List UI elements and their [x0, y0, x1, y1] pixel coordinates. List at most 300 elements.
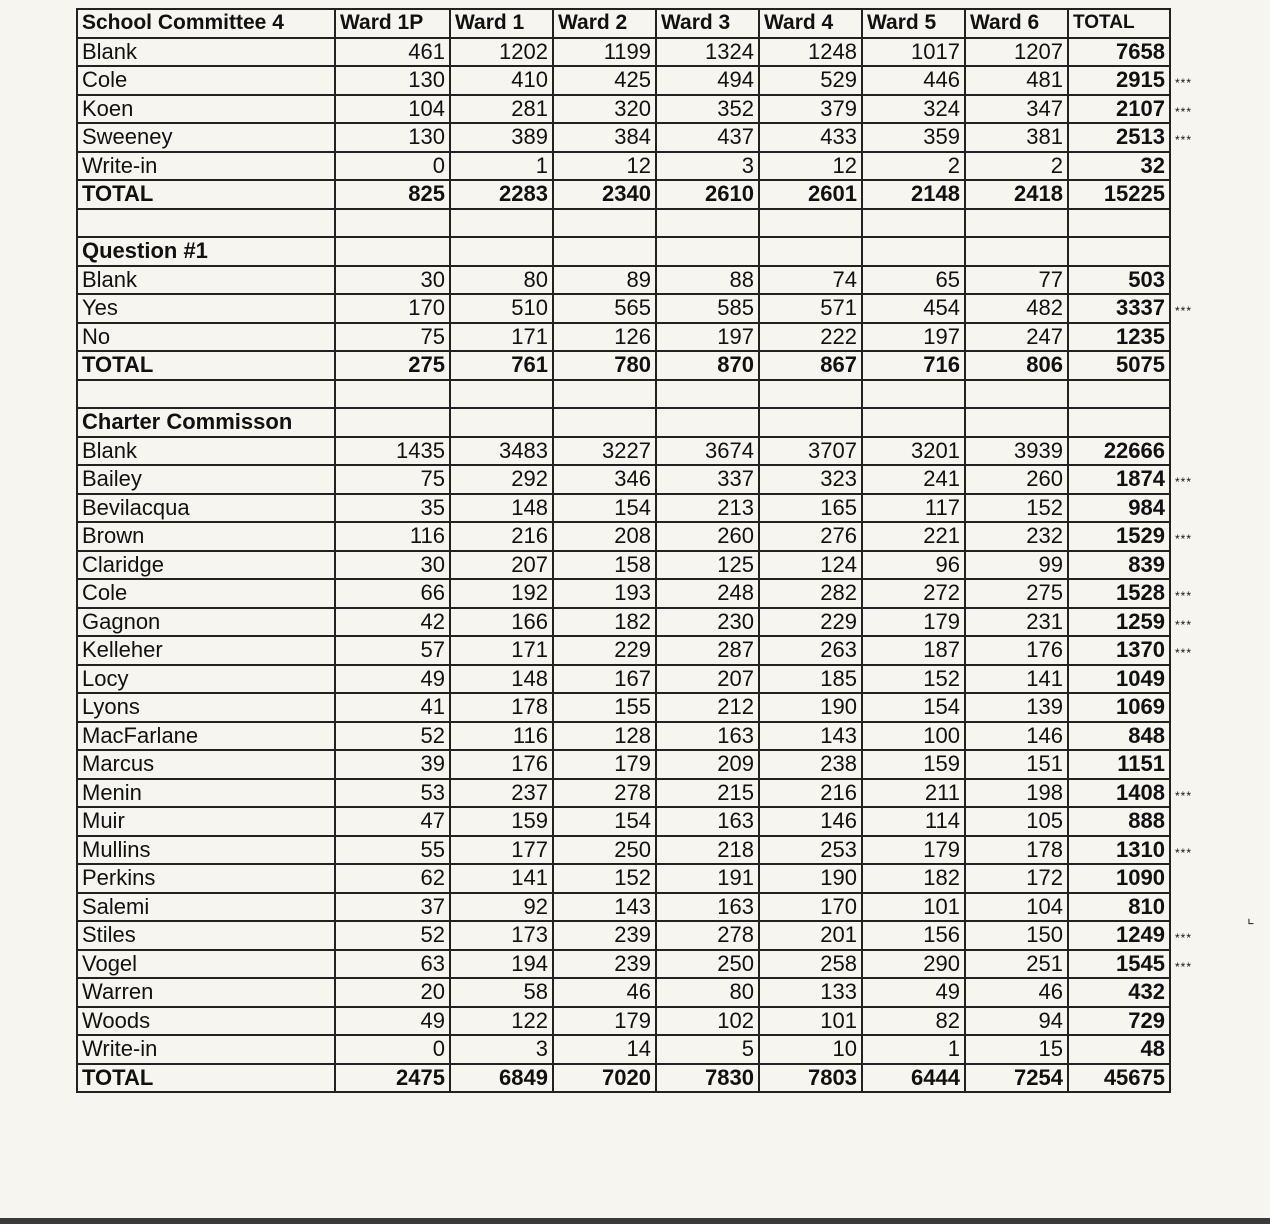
vote-count: 75	[335, 323, 450, 352]
vote-count: 529	[759, 66, 862, 95]
vote-count: 198	[965, 779, 1068, 808]
vote-count: 14	[553, 1035, 656, 1064]
vote-count: 163	[656, 807, 759, 836]
vote-count: 1199	[553, 38, 656, 67]
vote-count: 571	[759, 294, 862, 323]
row-total-value: 1528	[1116, 580, 1165, 606]
row-total-value: 729	[1128, 1007, 1165, 1033]
vote-count: 585	[656, 294, 759, 323]
empty-cell	[965, 408, 1068, 437]
row-label: Koen	[77, 95, 335, 124]
vote-count: 410	[450, 66, 553, 95]
vote-count: 178	[450, 693, 553, 722]
table-row	[77, 522, 1170, 551]
empty-cell	[335, 408, 450, 437]
vote-count: 128	[553, 722, 656, 751]
vote-count: 281	[450, 95, 553, 124]
vote-count: 347	[965, 95, 1068, 124]
row-total	[1068, 437, 1170, 466]
vote-count: 146	[965, 722, 1068, 751]
vote-count: 352	[656, 95, 759, 124]
vote-count: 75	[335, 465, 450, 494]
vote-count: 221	[862, 522, 965, 551]
vote-count: 176	[965, 636, 1068, 665]
table-row	[77, 779, 1170, 808]
empty-cell	[77, 209, 335, 238]
vote-count: 146	[759, 807, 862, 836]
vote-count: 92	[450, 893, 553, 922]
row-label: MacFarlane	[77, 722, 335, 751]
vote-count: 99	[965, 551, 1068, 580]
row-total	[1068, 693, 1170, 722]
stray-pen-mark: ⌞	[1247, 910, 1255, 927]
vote-count: 260	[656, 522, 759, 551]
vote-count: 3201	[862, 437, 965, 466]
row-total	[1068, 779, 1193, 808]
vote-count: 239	[553, 950, 656, 979]
row-label: Perkins	[77, 864, 335, 893]
vote-count: 100	[862, 722, 965, 751]
row-total	[1068, 66, 1193, 95]
vote-count: 454	[862, 294, 965, 323]
row-total-value: 432	[1128, 979, 1165, 1005]
vote-count: 2	[965, 152, 1068, 181]
row-total-value: 48	[1140, 1036, 1165, 1062]
row-total-value: 1090	[1116, 865, 1165, 891]
winner-mark: ***	[1175, 959, 1193, 974]
vote-count: 229	[759, 608, 862, 637]
row-label: Muir	[77, 807, 335, 836]
table-row	[77, 950, 1170, 979]
total-label: TOTAL	[77, 1064, 335, 1093]
row-total-value: 1069	[1116, 694, 1165, 720]
row-label: Kelleher	[77, 636, 335, 665]
vote-count: 94	[965, 1007, 1068, 1036]
row-total	[1068, 864, 1170, 893]
vote-count: 173	[450, 921, 553, 950]
vote-count: 212	[656, 693, 759, 722]
empty-cell	[450, 209, 553, 238]
vote-count: 222	[759, 323, 862, 352]
ward-total: 7803	[759, 1064, 862, 1093]
total-label: TOTAL	[77, 180, 335, 209]
row-total	[1068, 294, 1193, 323]
column-header-ward-6: Ward 6	[965, 9, 1068, 38]
vote-count: 172	[965, 864, 1068, 893]
ward-total: 806	[965, 351, 1068, 380]
vote-count: 155	[553, 693, 656, 722]
vote-count: 101	[862, 893, 965, 922]
table-row	[77, 66, 1170, 95]
vote-count: 35	[335, 494, 450, 523]
vote-count: 1017	[862, 38, 965, 67]
row-label: Claridge	[77, 551, 335, 580]
header-row	[77, 9, 1170, 38]
vote-count: 384	[553, 123, 656, 152]
row-total	[1068, 579, 1193, 608]
vote-count: 116	[335, 522, 450, 551]
row-label: Lyons	[77, 693, 335, 722]
table-row	[77, 636, 1170, 665]
row-total-value: 503	[1128, 266, 1165, 292]
table-row	[77, 437, 1170, 466]
empty-cell	[450, 408, 553, 437]
vote-count: 12	[759, 152, 862, 181]
vote-count: 124	[759, 551, 862, 580]
vote-count: 104	[335, 95, 450, 124]
vote-count: 3483	[450, 437, 553, 466]
ward-total: 6444	[862, 1064, 965, 1093]
vote-count: 287	[656, 636, 759, 665]
vote-count: 3	[656, 152, 759, 181]
row-label: Vogel	[77, 950, 335, 979]
empty-cell	[862, 237, 965, 266]
vote-count: 229	[553, 636, 656, 665]
empty-cell	[656, 380, 759, 409]
table-body	[77, 9, 1193, 1092]
section-title: Question #1	[77, 237, 335, 266]
vote-count: 88	[656, 266, 759, 295]
vote-count: 151	[965, 750, 1068, 779]
empty-cell	[553, 380, 656, 409]
vote-count: 166	[450, 608, 553, 637]
vote-count: 389	[450, 123, 553, 152]
vote-count: 179	[553, 750, 656, 779]
winner-mark: ***	[1175, 589, 1193, 603]
vote-count: 381	[965, 123, 1068, 152]
vote-count: 211	[862, 779, 965, 808]
row-total	[1068, 665, 1170, 694]
vote-count: 5	[656, 1035, 759, 1064]
ward-total: 275	[335, 351, 450, 380]
vote-count: 80	[656, 978, 759, 1007]
vote-count: 49	[335, 665, 450, 694]
vote-count: 171	[450, 636, 553, 665]
row-total-value: 1151	[1117, 751, 1165, 777]
grand-total: 45675	[1068, 1064, 1170, 1093]
row-label: Write-in	[77, 152, 335, 181]
vote-count: 154	[553, 494, 656, 523]
spacer-row	[77, 209, 1170, 238]
vote-count: 337	[656, 465, 759, 494]
vote-count: 216	[450, 522, 553, 551]
vote-count: 1	[450, 152, 553, 181]
vote-count: 102	[656, 1007, 759, 1036]
row-label: Blank	[77, 38, 335, 67]
vote-count: 122	[450, 1007, 553, 1036]
table-row	[77, 1035, 1170, 1064]
row-total-value: 1235	[1116, 323, 1165, 349]
vote-count: 190	[759, 693, 862, 722]
row-total-value: 848	[1128, 722, 1165, 748]
empty-cell	[759, 209, 862, 238]
vote-count: 1435	[335, 437, 450, 466]
column-header-ward-2: Ward 2	[553, 9, 656, 38]
empty-cell	[862, 408, 965, 437]
vote-count: 197	[862, 323, 965, 352]
vote-count: 278	[656, 921, 759, 950]
vote-count: 152	[862, 665, 965, 694]
table-row	[77, 722, 1170, 751]
vote-count: 154	[553, 807, 656, 836]
vote-count: 80	[450, 266, 553, 295]
vote-count: 3707	[759, 437, 862, 466]
vote-count: 482	[965, 294, 1068, 323]
vote-count: 20	[335, 978, 450, 1007]
row-label: Bailey	[77, 465, 335, 494]
vote-count: 216	[759, 779, 862, 808]
vote-count: 74	[759, 266, 862, 295]
winner-mark: ***	[1175, 104, 1193, 119]
vote-count: 30	[335, 551, 450, 580]
vote-count: 167	[553, 665, 656, 694]
vote-count: 150	[965, 921, 1068, 950]
ward-total: 6849	[450, 1064, 553, 1093]
winner-mark: ***	[1175, 646, 1193, 660]
table-row	[77, 38, 1170, 67]
ward-total: 2601	[759, 180, 862, 209]
empty-cell	[862, 380, 965, 409]
row-label: Cole	[77, 66, 335, 95]
vote-count: 239	[553, 921, 656, 950]
vote-count: 156	[862, 921, 965, 950]
vote-count: 1248	[759, 38, 862, 67]
empty-cell	[335, 237, 450, 266]
table-row	[77, 266, 1170, 295]
row-total	[1068, 494, 1170, 523]
vote-count: 170	[759, 893, 862, 922]
vote-count: 159	[450, 807, 553, 836]
row-total-value: 1408	[1116, 779, 1165, 805]
row-total	[1068, 807, 1170, 836]
row-label: Yes	[77, 294, 335, 323]
total-row	[77, 1064, 1170, 1093]
vote-count: 10	[759, 1035, 862, 1064]
row-total-value: 810	[1128, 893, 1165, 919]
ward-total: 2418	[965, 180, 1068, 209]
section-title-row	[77, 237, 1170, 266]
vote-count: 192	[450, 579, 553, 608]
vote-count: 42	[335, 608, 450, 637]
column-header-ward-1: Ward 1	[450, 9, 553, 38]
row-total	[1068, 323, 1170, 352]
table-row	[77, 921, 1170, 950]
vote-count: 141	[965, 665, 1068, 694]
column-header-ward-1p: Ward 1P	[335, 9, 450, 38]
row-total	[1068, 836, 1193, 865]
vote-count: 116	[450, 722, 553, 751]
row-label: Locy	[77, 665, 335, 694]
vote-count: 133	[759, 978, 862, 1007]
vote-count: 49	[862, 978, 965, 1007]
vote-count: 0	[335, 1035, 450, 1064]
vote-count: 433	[759, 123, 862, 152]
row-total-value: 32	[1140, 152, 1165, 178]
ward-total: 867	[759, 351, 862, 380]
table-row	[77, 978, 1170, 1007]
column-header-ward-4: Ward 4	[759, 9, 862, 38]
vote-count: 209	[656, 750, 759, 779]
vote-count: 130	[335, 123, 450, 152]
empty-cell	[553, 209, 656, 238]
row-total-value: 1249	[1116, 922, 1165, 948]
table-row	[77, 465, 1170, 494]
row-total-value: 1310	[1116, 836, 1165, 862]
row-total-value: 1259	[1116, 608, 1165, 634]
table-title: School Committee 4	[77, 9, 335, 38]
vote-count: 63	[335, 950, 450, 979]
vote-count: 323	[759, 465, 862, 494]
vote-count: 179	[862, 608, 965, 637]
table-row	[77, 551, 1170, 580]
vote-count: 152	[553, 864, 656, 893]
empty-cell	[553, 408, 656, 437]
row-total	[1068, 722, 1170, 751]
row-total	[1068, 750, 1170, 779]
table-row	[77, 750, 1170, 779]
vote-count: 52	[335, 722, 450, 751]
vote-count: 207	[656, 665, 759, 694]
row-total-value: 1049	[1116, 665, 1165, 691]
row-total	[1068, 266, 1170, 295]
winner-mark: ***	[1175, 617, 1193, 632]
vote-count: 251	[965, 950, 1068, 979]
vote-count: 143	[759, 722, 862, 751]
vote-count: 253	[759, 836, 862, 865]
vote-count: 125	[656, 551, 759, 580]
vote-count: 250	[553, 836, 656, 865]
vote-count: 179	[553, 1007, 656, 1036]
row-label: Write-in	[77, 1035, 335, 1064]
vote-count: 258	[759, 950, 862, 979]
vote-count: 250	[656, 950, 759, 979]
vote-count: 3	[450, 1035, 553, 1064]
vote-count: 278	[553, 779, 656, 808]
vote-count: 117	[862, 494, 965, 523]
ward-total: 870	[656, 351, 759, 380]
vote-count: 241	[862, 465, 965, 494]
vote-count: 213	[656, 494, 759, 523]
vote-count: 359	[862, 123, 965, 152]
column-header-total: TOTAL	[1068, 9, 1170, 38]
vote-count: 12	[553, 152, 656, 181]
table-row	[77, 836, 1170, 865]
empty-cell	[656, 209, 759, 238]
column-header-ward-5: Ward 5	[862, 9, 965, 38]
winner-mark: ***	[1175, 845, 1193, 860]
winner-mark: ***	[1175, 475, 1193, 489]
row-label: Blank	[77, 437, 335, 466]
vote-count: 15	[965, 1035, 1068, 1064]
vote-count: 193	[553, 579, 656, 608]
vote-count: 0	[335, 152, 450, 181]
row-total-value: 1370	[1116, 637, 1165, 663]
row-label: No	[77, 323, 335, 352]
vote-count: 218	[656, 836, 759, 865]
vote-count: 178	[965, 836, 1068, 865]
row-total	[1068, 123, 1193, 152]
table-row	[77, 323, 1170, 352]
vote-count: 141	[450, 864, 553, 893]
section-title: Charter Commisson	[77, 408, 335, 437]
spacer-row	[77, 380, 1170, 409]
grand-total: 15225	[1068, 180, 1170, 209]
row-total-value: 984	[1128, 494, 1165, 520]
empty-cell	[450, 380, 553, 409]
grand-total: 5075	[1068, 351, 1170, 380]
vote-count: 177	[450, 836, 553, 865]
vote-count: 276	[759, 522, 862, 551]
vote-count: 101	[759, 1007, 862, 1036]
row-total	[1068, 608, 1193, 637]
vote-count: 481	[965, 66, 1068, 95]
empty-cell	[335, 380, 450, 409]
vote-count: 179	[862, 836, 965, 865]
vote-count: 247	[965, 323, 1068, 352]
empty-cell	[450, 237, 553, 266]
vote-count: 49	[335, 1007, 450, 1036]
ward-total: 780	[553, 351, 656, 380]
vote-count: 425	[553, 66, 656, 95]
row-total	[1068, 636, 1193, 665]
total-row	[77, 180, 1170, 209]
vote-count: 324	[862, 95, 965, 124]
table-row	[77, 579, 1170, 608]
row-total-value: 7658	[1116, 38, 1165, 64]
ward-total: 761	[450, 351, 553, 380]
row-total-value: 22666	[1103, 437, 1165, 463]
vote-count: 105	[965, 807, 1068, 836]
row-total-value: 1545	[1116, 950, 1165, 976]
vote-count: 282	[759, 579, 862, 608]
column-header-ward-3: Ward 3	[656, 9, 759, 38]
row-label: Mullins	[77, 836, 335, 865]
table-row	[77, 893, 1170, 922]
row-total	[1068, 152, 1170, 181]
vote-count: 176	[450, 750, 553, 779]
empty-cell	[1068, 237, 1170, 266]
vote-count: 494	[656, 66, 759, 95]
row-total-value: 1874	[1116, 466, 1165, 492]
vote-count: 290	[862, 950, 965, 979]
total-row	[77, 351, 1170, 380]
row-label: Sweeney	[77, 123, 335, 152]
vote-count: 46	[553, 978, 656, 1007]
winner-mark: ***	[1175, 931, 1193, 945]
vote-count: 152	[965, 494, 1068, 523]
empty-cell	[759, 237, 862, 266]
vote-count: 3227	[553, 437, 656, 466]
row-total-value: 2513	[1116, 124, 1165, 150]
vote-count: 182	[553, 608, 656, 637]
vote-count: 139	[965, 693, 1068, 722]
ward-total: 7254	[965, 1064, 1068, 1093]
ward-total: 7830	[656, 1064, 759, 1093]
vote-count: 232	[965, 522, 1068, 551]
vote-count: 171	[450, 323, 553, 352]
vote-count: 66	[335, 579, 450, 608]
winner-mark: ***	[1175, 788, 1193, 803]
row-total	[1068, 551, 1170, 580]
row-label: Warren	[77, 978, 335, 1007]
vote-count: 237	[450, 779, 553, 808]
vote-count: 230	[656, 608, 759, 637]
vote-count: 37	[335, 893, 450, 922]
vote-count: 159	[862, 750, 965, 779]
empty-cell	[965, 209, 1068, 238]
vote-count: 3674	[656, 437, 759, 466]
row-total-value: 2107	[1116, 95, 1165, 121]
